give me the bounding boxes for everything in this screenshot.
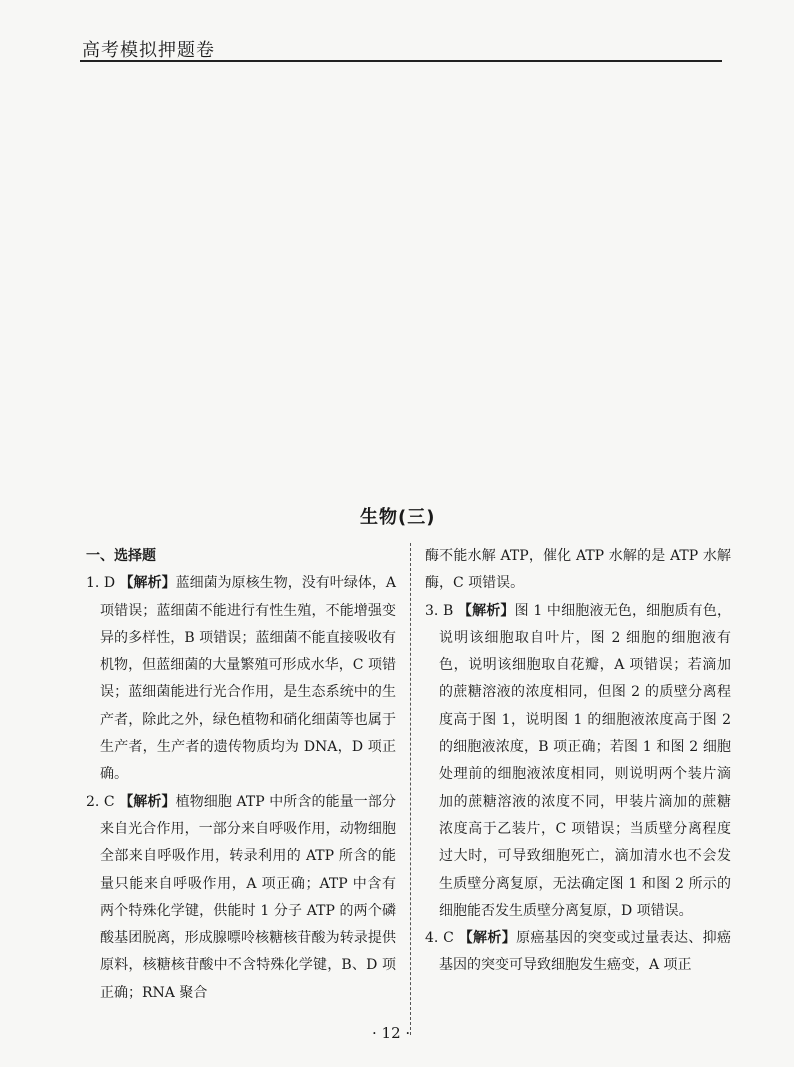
left-column [86,543,396,1007]
q4-analysis-tag: 【解析】 [458,930,517,947]
q4-text: 原癌基因的突变或过量表达、抑癌基因的突变可导致细胞发生癌变，A 项正 [439,930,732,974]
q2-continuation: 酶不能水解 ATP，催化 ATP 水解的是 ATP 水解酶，C 项错误。 [425,548,731,592]
q1-number-answer: 1. D [86,575,116,592]
q3-number-answer: 3. B [425,602,454,619]
right-column [425,543,731,980]
page-number: · 12 · [372,1024,411,1042]
section-title: 生物(三) [360,507,436,528]
header-title: 高考模拟押题卷 [82,40,215,61]
question-1 [86,570,396,788]
question-2 [86,789,396,1007]
q4-number-answer: 4. C [425,930,454,947]
q3-text: 图 1 中细胞液无色，细胞质有色，说明该细胞取自叶片，图 2 细胞的细胞液有色，说明该细胞取自花瓣，A 项错误；若滴加的蔗糖溶液的浓度相同，但图 2 的质壁分离程度高于图 1，说明图 1 的细胞液浓度高于图 2 的细胞液浓度，B 项正确；若图 1 和图 2 细胞处理前的细胞液浓度相同，则说明两个装片滴加的蔗糖溶液的浓度不同，甲装片滴加的蔗糖浓度高于乙装片，C 项错误；当质壁分离程度过大时，可导致细胞死亡，滴加清水也不会发生质壁分离复原，无法确定图 1 和图 2 所示的细胞能否发生质壁分离复原，D 项错误。 [439,602,732,919]
q2-analysis-tag: 【解析】 [119,793,176,810]
q1-analysis-tag: 【解析】 [119,575,176,592]
question-4 [425,925,731,980]
q1-text: 蓝细菌为原核生物，没有叶绿体，A 项错误；蓝细菌不能进行有性生殖，不能增强变异的多样性，B 项错误；蓝细菌不能直接吸收有机物，但蓝细菌的大量繁殖可形成水华，C 项错误；蓝细菌能进行光合作用，是生态系统中的生产者，除此之外，绿色植物和硝化细菌等也属于生产者，生产者的遗传物质均为 DNA，D 项正确。 [100,575,396,783]
column-divider [410,543,411,1035]
section-heading: 一、选择题 [86,548,156,564]
q2-text: 植物细胞 ATP 中所含的能量一部分来自光合作用，一部分来自呼吸作用，动物细胞全部来自呼吸作用，转录利用的 ATP 所含的能量只能来自呼吸作用，A 项正确；ATP 中含有两个特殊化学键，供能时 1 分子 ATP 的两个磷酸基团脱离，形成腺嘌呤核糖核苷酸为转录提供原料，核糖核苷酸中不含特殊化学键，B、D 项正确；RNA 聚合 [100,793,396,1001]
q3-analysis-tag: 【解析】 [457,602,515,619]
q2-number-answer: 2. C [86,793,115,810]
question-3 [425,598,731,926]
header-rule [80,60,722,62]
